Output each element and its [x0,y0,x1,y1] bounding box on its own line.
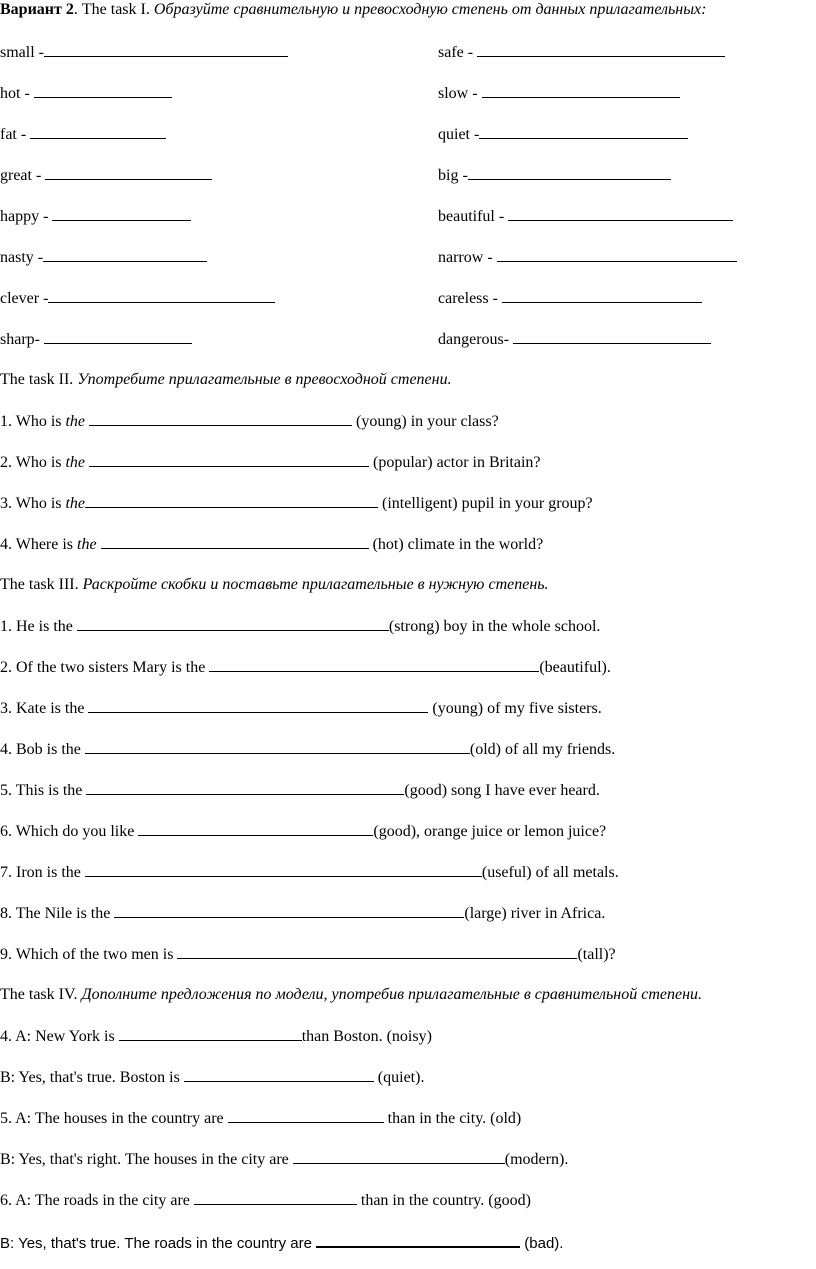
task1-right-item: safe - [438,42,725,63]
answer-blank[interactable] [85,493,378,508]
task3-item: 8. The Nile is the (large) river in Africa. [0,905,606,922]
answer-blank[interactable] [482,83,680,98]
task1-left-item: small - [0,42,288,63]
variant-title: Вариант 2 [0,1,74,18]
answer-blank[interactable] [88,698,428,713]
task2-heading: The task II. Употребите прилагательные в превосходной степени. [0,371,452,388]
answer-blank[interactable] [138,821,373,836]
task1-left-item: sharp- [0,329,192,350]
answer-blank[interactable] [119,1026,302,1041]
task1-right-item: beautiful - [438,206,733,227]
task1-left-item: fat - [0,124,166,145]
task4-item: 4. A: New York is than Boston. (noisy) [0,1028,432,1045]
answer-blank[interactable] [44,329,192,344]
answer-blank[interactable] [45,165,212,180]
task2-item: 2. Who is the (popular) actor in Britain? [0,454,541,471]
task1-right-item: slow - [438,83,680,104]
task4-item: B: Yes, that's true. The roads in the country are (bad). [0,1232,563,1254]
answer-blank[interactable] [316,1232,520,1248]
answer-blank[interactable] [30,124,166,139]
task1-right-item: careless - [438,288,702,309]
answer-blank[interactable] [479,124,688,139]
answer-blank[interactable] [101,534,369,549]
answer-blank[interactable] [194,1190,357,1205]
task2-item: 3. Who is the (intelligent) pupil in your group? [0,495,593,512]
task1-left-item: hot - [0,83,172,104]
task3-item: 5. This is the (good) song I have ever heard. [0,782,600,799]
task4-item: 6. A: The roads in the city are than in the country. (good) [0,1192,531,1209]
answer-blank[interactable] [89,452,369,467]
answer-blank[interactable] [293,1149,505,1164]
answer-blank[interactable] [52,206,191,221]
answer-blank[interactable] [184,1067,374,1082]
header-dot: . [73,1,82,18]
task1-label: The task I. [81,1,154,18]
answer-blank[interactable] [89,411,352,426]
task3-item: 1. He is the (strong) boy in the whole school. [0,618,601,635]
task4-item: 5. A: The houses in the country are than in the city. (old) [0,1110,522,1127]
answer-blank[interactable] [497,247,737,262]
answer-blank[interactable] [77,616,389,631]
task1-left-item: clever - [0,288,275,309]
task3-item: 2. Of the two sisters Mary is the (beautiful). [0,659,611,676]
answer-blank[interactable] [43,247,207,262]
answer-blank[interactable] [34,83,172,98]
answer-blank[interactable] [85,739,470,754]
answer-blank[interactable] [48,288,275,303]
answer-blank[interactable] [86,780,404,795]
answer-blank[interactable] [44,42,288,57]
answer-blank[interactable] [209,657,539,672]
task3-item: 7. Iron is the (useful) of all metals. [0,864,619,881]
task1-right-item: dangerous- [438,329,711,350]
task1-left-item: nasty - [0,247,207,268]
task3-item: 9. Which of the two men is (tall)? [0,946,616,963]
answer-blank[interactable] [228,1108,384,1123]
task1-left-item: great - [0,165,212,186]
task3-item: 6. Which do you like (good), orange juice or lemon juice? [0,823,607,840]
task4-item: B: Yes, that's true. Boston is (quiet). [0,1069,425,1086]
task3-item: 4. Bob is the (old) of all my friends. [0,741,616,758]
task4-heading: The task IV. Дополните предложения по модели, употребив прилагательные в сравнительной степени. [0,986,703,1003]
task1-right-item: big - [438,165,671,186]
answer-blank[interactable] [177,944,577,959]
task1-instruction: Образуйте сравнительную и превосходную степень от данных прилагательных: [153,1,707,18]
task3-item: 3. Kate is the (young) of my five sisters. [0,700,602,717]
answer-blank[interactable] [468,165,671,180]
task1-left-item: happy - [0,206,191,227]
task3-heading: The task III. Раскройте скобки и поставьте прилагательные в нужную степень. [0,576,549,593]
answer-blank[interactable] [85,862,482,877]
answer-blank[interactable] [477,42,725,57]
answer-blank[interactable] [114,903,464,918]
answer-blank[interactable] [502,288,702,303]
task4-item: B: Yes, that's right. The houses in the city are (modern). [0,1151,569,1168]
task2-item: 1. Who is the (young) in your class? [0,413,499,430]
task1-right-item: quiet - [438,124,688,145]
task1-right-item: narrow - [438,247,737,268]
answer-blank[interactable] [508,206,733,221]
task2-item: 4. Where is the (hot) climate in the world? [0,536,544,553]
answer-blank[interactable] [513,329,711,344]
worksheet-header [0,0,706,20]
